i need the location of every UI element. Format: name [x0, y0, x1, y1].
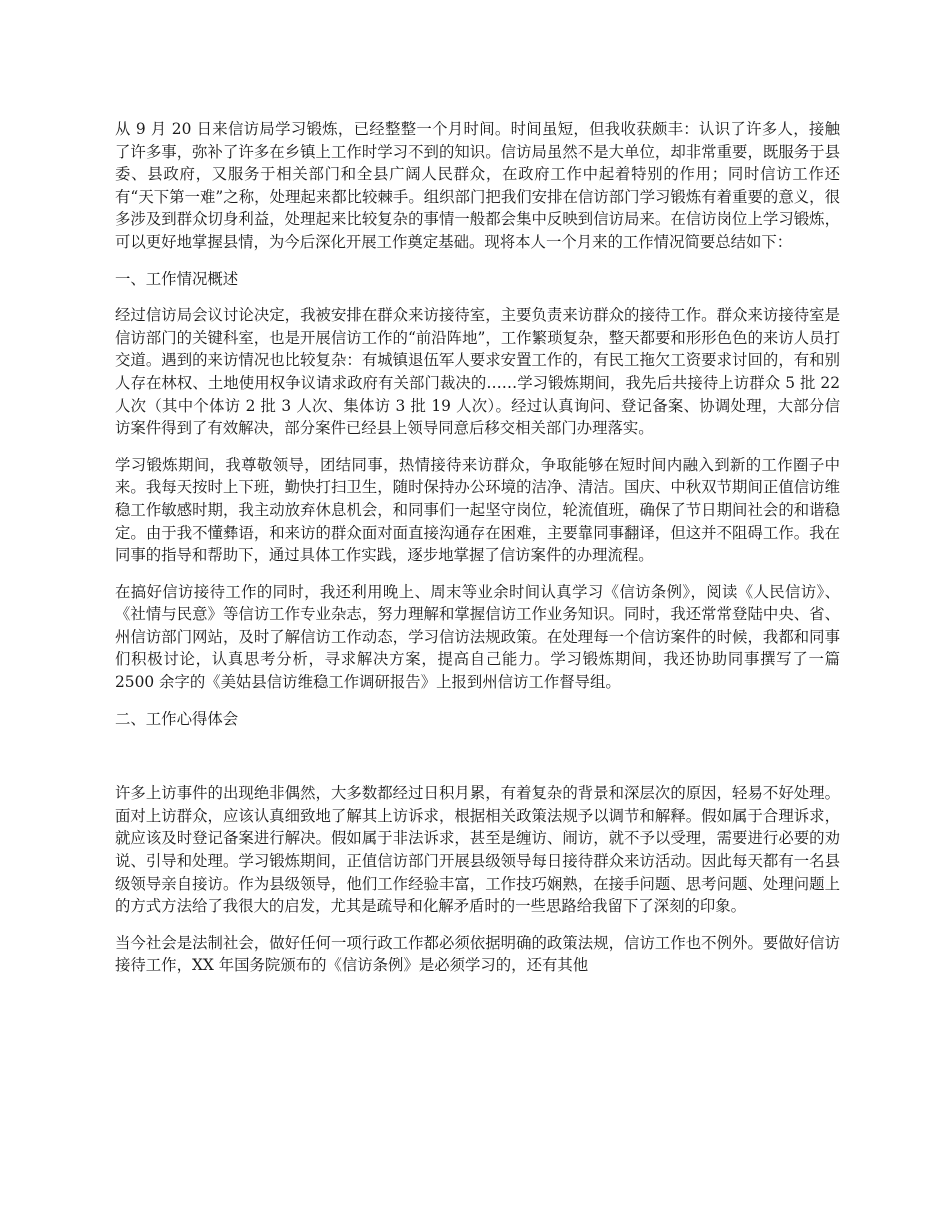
paragraph-legal-basis: 当今社会是法制社会，做好任何一项行政工作都必须依据明确的政策法规，信访工作也不例外。要做好信访接待工作，XX 年国务院颁布的《信访条例》是必须学习的，还有其他 — [115, 933, 840, 975]
paragraph-petition-insights: 许多上访事件的出现绝非偶然，大多数都经过日积月累，有着复杂的背景和深层次的原因，轻易不好处理。面对上访群众，应该认真细致地了解其上访诉求，根据相关政策法规予以调节和解释。假如属于合理诉求，就应该及时登记备案进行解决。假如属于非法诉求，甚至是缠访、闹访，就不予以受理，需要进行必要的劝说、引导和处理。学习锻炼期间，正值信访部门开展县级领导每日接待群众来访活动。因此每天都有一名县级领导亲自接访。作为县级领导，他们工作经验丰富，工作技巧娴熟，在接手问题、思考问题、处理问题上的方式方法给了我很大的启发，尤其是疏导和化解矛盾时的一些思路给我留下了深刻的印象。 — [115, 784, 840, 916]
document-body — [115, 118, 840, 991]
section-heading-work-overview: 一、工作情况概述 — [115, 269, 239, 288]
section-heading-experience: 二、工作心得体会 — [115, 709, 239, 728]
paragraph-reception-duty: 经过信访局会议讨论决定，我被安排在群众来访接待室，主要负责来访群众的接待工作。群众来访接待室是信访部门的关键科室，也是开展信访工作的“前沿阵地”，工作繁琐复杂，整天都要和形形色色的来访人员打交道。遇到的来访情况也比较复杂：有城镇退伍军人要求安置工作的，有民工拖欠工资要求讨回的，有和别人存在林权、土地使用权争议请求政府有关部门裁决的……学习锻炼期间，我先后共接待上访群众 5 批 22 人次（其中个体访 2 批 3 人次、集体访 3 批 19 人次）。经过认真询问、登记备案、协调处理，大部分信访案件得到了有效解决，部分案件已经县上领导同意后移交相关部门办理落实。 — [115, 306, 840, 438]
paragraph-daily-conduct: 学习锻炼期间，我尊敬领导，团结同事，热情接待来访群众，争取能够在短时间内融入到新的工作圈子中来。我每天按时上下班，勤快打扫卫生，随时保持办公环境的洁净、清洁。国庆、中秋双节期间正值信访维稳工作敏感时期，我主动放弃休息机会，和同事们一起坚守岗位，轮流值班，确保了节日期间社会的和谐稳定。由于我不懂彝语，和来访的群众面对面直接沟通存在困难，主要靠同事翻译，但这并不阻碍工作。我在同事的指导和帮助下，通过具体工作实践，逐步地掌握了信访案件的办理流程。 — [115, 455, 840, 565]
blank-space — [115, 744, 840, 782]
paragraph-study: 在搞好信访接待工作的同时，我还利用晚上、周末等业余时间认真学习《信访条例》，阅读《人民信访》、《社情与民意》等信访工作专业杂志，努力理解和掌握信访工作业务知识。同时，我还常常登陆中央、省、州信访部门网站，及时了解信访工作动态，学习信访法规政策。在处理每一个信访案件的时候，我都和同事们积极讨论，认真思考分析，寻求解决方案，提高自己能力。学习锻炼期间，我还协助同事撰写了一篇 2500 余字的《美姑县信访维稳工作调研报告》上报到州信访工作督导组。 — [115, 582, 840, 692]
intro-paragraph: 从 9 月 20 日来信访局学习锻炼，已经整整一个月时间。时间虽短，但我收获颇丰：认识了许多人，接触了许多事，弥补了许多在乡镇上工作时学习不到的知识。信访局虽然不是大单位，却非常重要，既服务于县委、县政府，又服务于相关部门和全县广阔人民群众，在政府工作中起着特别的作用；同时信访工作还有“天下第一难”之称，处理起来都比较棘手。组织部门把我们安排在信访部门学习锻炼有着重要的意义，很多涉及到群众切身利益，处理起来比较复杂的事情一般都会集中反映到信访局来。在信访岗位上学习锻炼，可以更好地掌握县情，为今后深化开展工作奠定基础。现将本人一个月来的工作情况简要总结如下： — [115, 120, 840, 251]
